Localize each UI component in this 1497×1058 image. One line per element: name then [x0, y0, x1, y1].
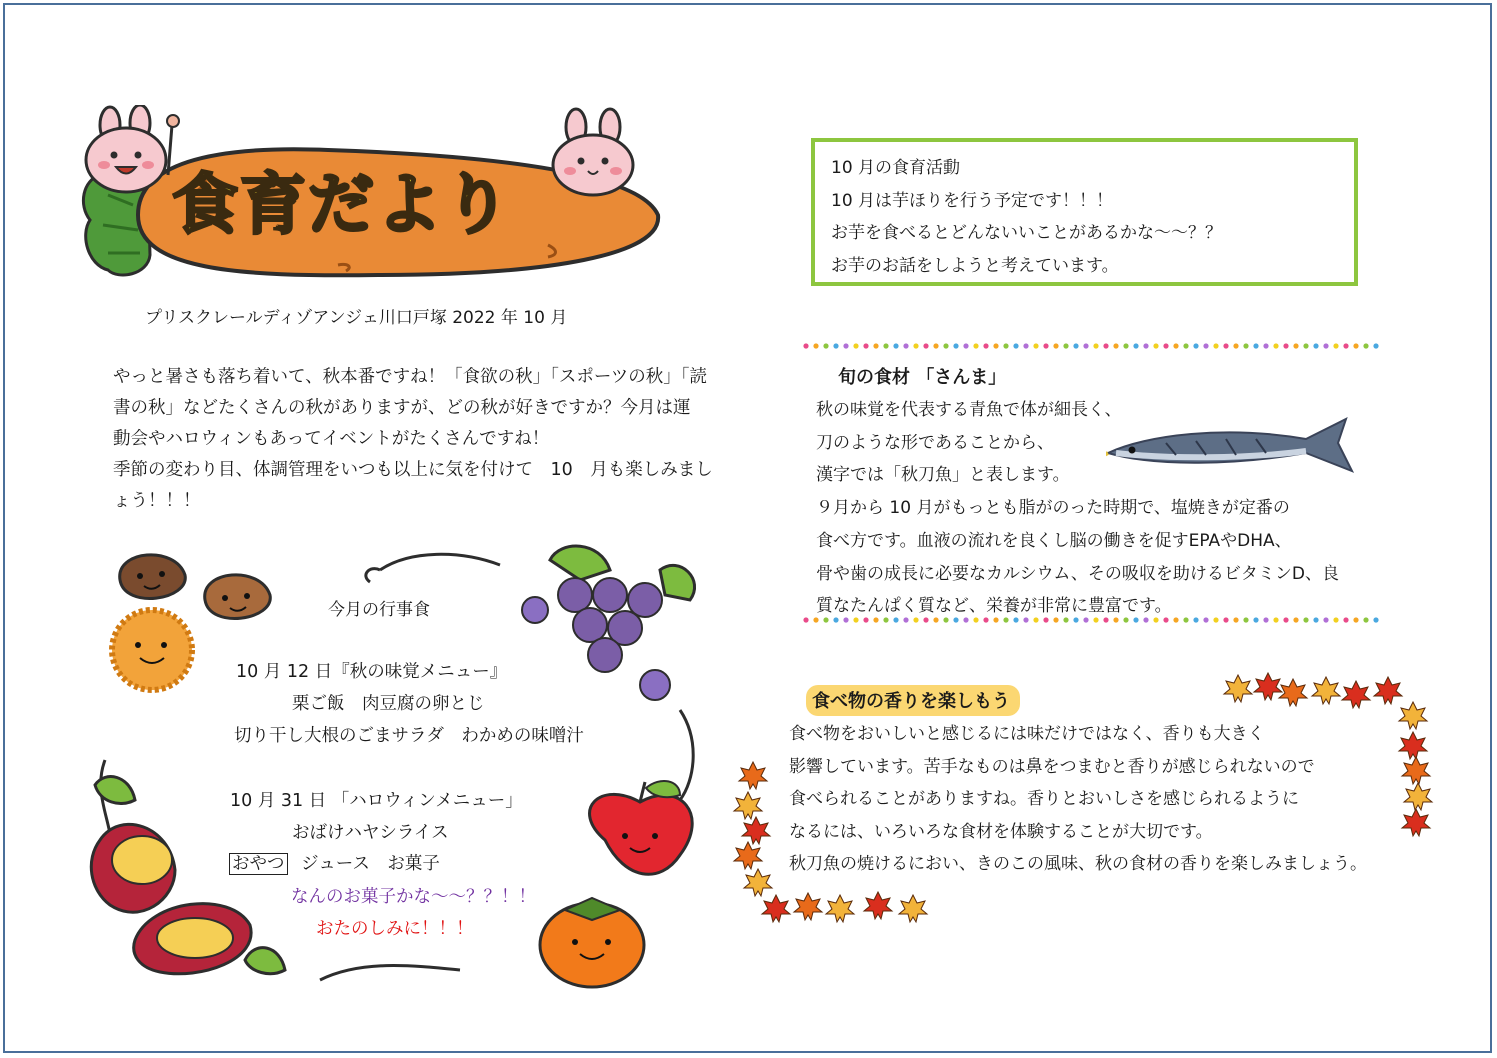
aroma-line: 食べ物をおいしいと感じるには味だけではなく、香りも大きく: [789, 724, 1265, 744]
maple-leaf-icon: [734, 792, 762, 819]
separator-dot: [1063, 343, 1068, 348]
intro-line: やっと暑さも落ち着いて、秋本番ですね！「食欲の秋」「スポーツの秋」「読: [113, 367, 707, 387]
separator-dot: [1113, 343, 1118, 348]
separator-dot: [973, 343, 978, 348]
maple-leaf-icon: [1312, 677, 1340, 704]
separator-dot: [1023, 343, 1028, 348]
school-name-date: プリスクレールディゾアンジェ川口戸塚 2022 年 10 月: [145, 308, 568, 328]
separator-dot: [943, 343, 948, 348]
maple-leaf-icon: [1224, 675, 1252, 702]
separator-dot: [1083, 343, 1088, 348]
menu-title: 今月の行事食: [328, 600, 430, 620]
maple-leaf-icon: [742, 817, 770, 844]
separator-dot: [813, 343, 818, 348]
seasonal-line: 質なたんぱく質など、栄養が非常に豊富です。: [816, 596, 1172, 617]
separator-dot: [1353, 343, 1358, 348]
separator-dot: [1223, 343, 1228, 348]
separator-dot: [993, 343, 998, 348]
snack-items: ジュース お菓子: [301, 854, 440, 874]
separator-dot: [1373, 343, 1378, 348]
separator-dot: [1243, 343, 1248, 348]
separator-dot: [883, 343, 888, 348]
event2-heading: 10 月 31 日 「ハロウィンメニュー」: [230, 791, 523, 811]
separator-dot: [853, 343, 858, 348]
sweet-potato-icon: [134, 904, 251, 974]
maple-leaf-icon: [1402, 809, 1430, 836]
dotted-separator: [802, 342, 1380, 350]
separator-dot: [1003, 343, 1008, 348]
snack-row: [229, 850, 440, 875]
maple-leaf-icon: [1399, 702, 1427, 729]
seasonal-line: 骨や歯の成長に必要なカルシウム、その吸収を助けるビタミンD、良: [816, 563, 1340, 584]
separator-dot: [873, 343, 878, 348]
page-title: 食育だより: [172, 166, 512, 243]
intro-line: 書の秋」などたくさんの秋がありますが、どの秋が好きですか？今月は運: [113, 398, 691, 418]
separator-dot: [1043, 343, 1048, 348]
separator-dot: [893, 343, 898, 348]
separator-dot: [1093, 343, 1098, 348]
separator-dot: [803, 617, 808, 622]
saury-fish-icon: [1106, 413, 1354, 479]
persimmon-icon: [540, 898, 644, 987]
maple-leaf-icon: [734, 842, 762, 869]
aroma-title: 食べ物の香りを楽しもう: [806, 685, 1020, 716]
separator-dot: [913, 343, 918, 348]
aroma-line: 影響しています。苦手なものは鼻をつまむと香りが感じられないので: [789, 756, 1315, 777]
seasonal-line: ９月から 10 月がもっとも脂がのった時期で、塩焼きが定番の: [816, 498, 1290, 519]
maple-leaf-icon: [739, 762, 767, 789]
aroma-line: なるには、いろいろな食材を体験することが大切です。: [789, 821, 1213, 842]
separator-dot: [1273, 343, 1278, 348]
aroma-body: [789, 718, 1389, 881]
bunny-icon: [553, 109, 633, 195]
separator-dot: [953, 343, 958, 348]
separator-dot: [1203, 343, 1208, 348]
maple-leaf-icon: [1402, 757, 1430, 784]
intro-line: 季節の変わり目、体調管理をいつも以上に気を付けて 10 月も楽しみまし: [113, 460, 713, 480]
separator-dot: [1283, 343, 1288, 348]
separator-dot: [1133, 343, 1138, 348]
separator-dot: [1103, 343, 1108, 348]
separator-dot: [1153, 343, 1158, 348]
separator-dot: [1303, 343, 1308, 348]
maple-leaf-icon: [762, 895, 790, 922]
maple-leaf-icon: [744, 869, 772, 896]
separator-dot: [1033, 343, 1038, 348]
maple-leaf-icon: [826, 895, 854, 922]
activity-line: 10 月の食育活動: [831, 158, 961, 178]
event1-heading: 10 月 12 日『秋の味覚メニュー』: [236, 662, 508, 682]
separator-dot: [1333, 343, 1338, 348]
grape-icon: [522, 546, 695, 700]
separator-dot: [1263, 343, 1268, 348]
aroma-line: 秋刀魚の焼けるにおい、きのこの風味、秋の食材の香りを楽しみましょう。: [789, 854, 1367, 874]
maple-leaf-icon: [1399, 732, 1427, 759]
separator-dot: [1183, 343, 1188, 348]
maple-leaf-icon: [1342, 681, 1370, 708]
separator-dot: [1253, 343, 1258, 348]
seasonal-line: 食べ方です。血液の流れを良くし脳の働きを促すEPAやDHA、: [816, 530, 1292, 551]
separator-dot: [823, 343, 828, 348]
snack-excite: おたのしみに！！！: [316, 919, 474, 939]
activity-box: [811, 138, 1358, 286]
separator-dot: [1073, 343, 1078, 348]
separator-dot: [1053, 343, 1058, 348]
event1-dishes: 栗ご飯 肉豆腐の卵とじ: [292, 694, 485, 714]
separator-dot: [843, 343, 848, 348]
chestnut-icon: [205, 575, 271, 619]
separator-dot: [1363, 343, 1368, 348]
separator-dot: [1293, 343, 1298, 348]
separator-dot: [1323, 343, 1328, 348]
maple-leaf-icon: [1254, 673, 1282, 700]
maple-leaf-icon: [899, 895, 927, 922]
seasonal-line: 漢字では「秋刀魚」と表します。: [816, 465, 1070, 486]
separator-dot: [863, 343, 868, 348]
chestnut-icon: [120, 555, 186, 599]
maple-leaf-icon: [794, 893, 822, 920]
separator-dot: [903, 343, 908, 348]
aroma-line: 食べられることがありますね。香りとおいしさを感じられるように: [789, 789, 1299, 809]
chestnut-burr-icon: [112, 610, 192, 690]
maple-leaf-icon: [1374, 677, 1402, 704]
separator-dot: [963, 343, 968, 348]
event1-dishes: 切り干し大根のごまサラダ わかめの味噌汁: [234, 726, 584, 746]
seasonal-line: 秋の味覚を代表する青魚で体が細長く、: [816, 400, 1122, 420]
snack-label: おやつ: [229, 853, 288, 875]
separator-dot: [1123, 343, 1128, 348]
activity-line: 10 月は芋ほりを行う予定です！！！: [831, 190, 1114, 211]
separator-dot: [933, 343, 938, 348]
separator-dot: [923, 343, 928, 348]
seasonal-line: 刀のような形であることから、: [816, 432, 1054, 453]
intro-paragraph: [113, 362, 753, 517]
activity-line: お芋を食べるとどんないいことがあるかな～～？？: [831, 223, 1222, 243]
activity-line: お芋のお話をしようと考えています。: [831, 255, 1119, 276]
maple-leaf-icon: [1404, 783, 1432, 810]
intro-line: 動会やハロウィンもあってイベントがたくさんですね！: [113, 429, 550, 449]
separator-dot: [1173, 343, 1178, 348]
snack-question: なんのお菓子かな～～？？！！: [291, 887, 536, 907]
separator-dot: [833, 343, 838, 348]
sweet-potato-icon: [91, 824, 175, 912]
maple-leaf-icon: [864, 892, 892, 919]
intro-line: ょう！！！: [113, 491, 201, 511]
separator-dot: [983, 343, 988, 348]
separator-dot: [1143, 343, 1148, 348]
seasonal-title: 旬の食材 「さんま」: [838, 367, 1007, 388]
separator-dot: [1313, 343, 1318, 348]
separator-dot: [803, 343, 808, 348]
separator-dot: [1233, 343, 1238, 348]
separator-dot: [1163, 343, 1168, 348]
event2-dish: おばけハヤシライス: [292, 823, 449, 843]
separator-dot: [1343, 343, 1348, 348]
separator-dot: [1213, 343, 1218, 348]
separator-dot: [1193, 343, 1198, 348]
apple-icon: [590, 781, 693, 874]
separator-dot: [1013, 343, 1018, 348]
